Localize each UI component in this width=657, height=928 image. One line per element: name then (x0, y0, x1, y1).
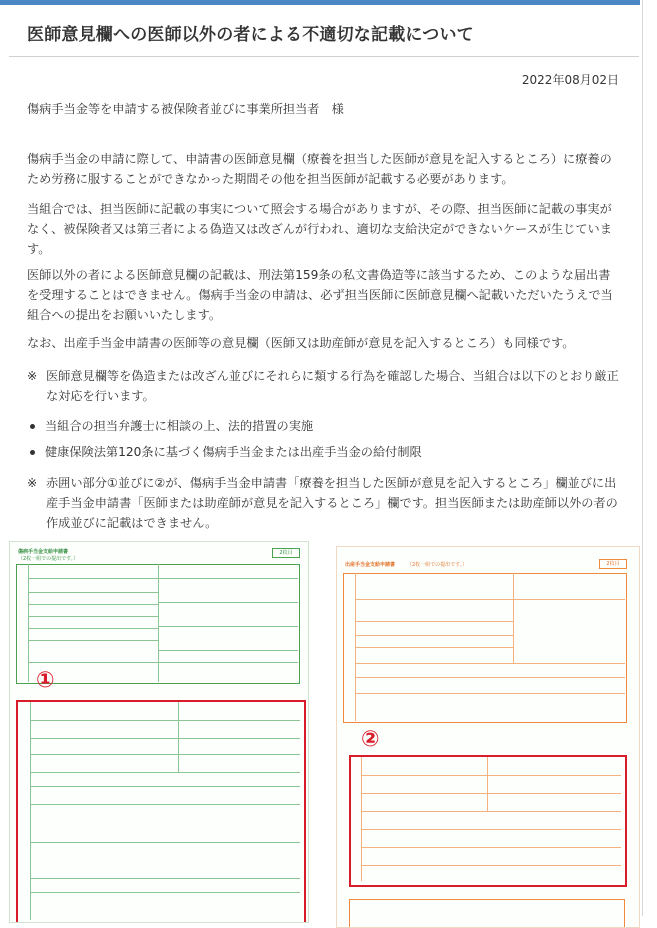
note-warning-text: 医師意見欄等を偽造または改ざん並びにそれらに類する行為を確認した場合、当組合は以下のとおり厳正な対応を行います。 (46, 369, 619, 403)
maternity-allowance-form-image (336, 546, 640, 928)
page-badge: 2枚目 (272, 548, 300, 558)
sickness-allowance-form-image (9, 541, 309, 923)
title-divider (9, 56, 639, 57)
marker-1: ① (36, 668, 55, 693)
paragraph-4: なお、出産手当金申請書の医師等の意見欄（医師又は助産師が意見を記入するところ）も同様です。 (27, 336, 575, 350)
paragraph-1: 傷病手当金の申請に際して、申請書の医師意見欄（療養を担当した医師が意見を記入するところ）に療養のため労務に服することができなかった期間その他を担当医師が記載する必要があります。 (27, 152, 612, 186)
top-accent-bar (0, 0, 640, 5)
scrollbar-track[interactable] (642, 0, 643, 916)
form-header: 傷病手当金支給申請書 (18, 549, 69, 555)
note-mark: ※ (27, 369, 38, 383)
marker-2: ② (361, 727, 380, 752)
note-mark: ※ (27, 476, 38, 490)
publish-date: 2022年08月02日 (521, 73, 619, 87)
note-warning (27, 366, 619, 406)
doctor-opinion-highlight (16, 700, 306, 923)
paragraph-3: 医師以外の者による医師意見欄の記載は、刑法第159条の私文書偽造等に該当するため、このような届出書を受理することはできません。傷病手当金の申請は、必ず担当医師に医師意見欄へ記載いただいたうえで当組合への提出をお願いいたします。 (27, 268, 613, 322)
page-badge: 2枚目 (599, 559, 627, 569)
applicant-section (343, 573, 627, 723)
lower-section (349, 899, 625, 928)
note-highlight (27, 473, 619, 533)
list-item: 当組合の担当弁護士に相談の上、法的措置の実施 (27, 416, 617, 436)
form-subheader: （2枚一組での提出です。） (18, 556, 79, 562)
page-title: 医師意見欄への医師以外の者による不適切な記載について (27, 25, 474, 45)
form-header: 出産手当金支給申請書 (345, 562, 396, 568)
addressee: 傷病手当金等を申請する被保険者並びに事業所担当者 様 (27, 102, 344, 116)
paragraph-2: 当組合では、担当医師に記載の事実について照会する場合がありますが、その際、担当医師に記載の事実がなく、被保険者又は第三者による偽造又は改ざんが行われ、適切な支給決定ができないケースが生じています。 (27, 202, 612, 256)
note-highlight-text: 赤囲い部分①並びに②が、傷病手当金申請書「療養を担当した医師が意見を記入するところ」欄並びに出産手当金申請書「医師または助産師が意見を記入するところ」欄です。担当医師または助産師以外の者の作成並びに記載はできません。 (46, 476, 618, 530)
action-list (27, 416, 617, 468)
form-subheader: （2枚一組での提出です。） (407, 562, 468, 568)
list-item: 健康保険法第120条に基づく傷病手当金または出産手当金の給付制限 (27, 442, 617, 462)
